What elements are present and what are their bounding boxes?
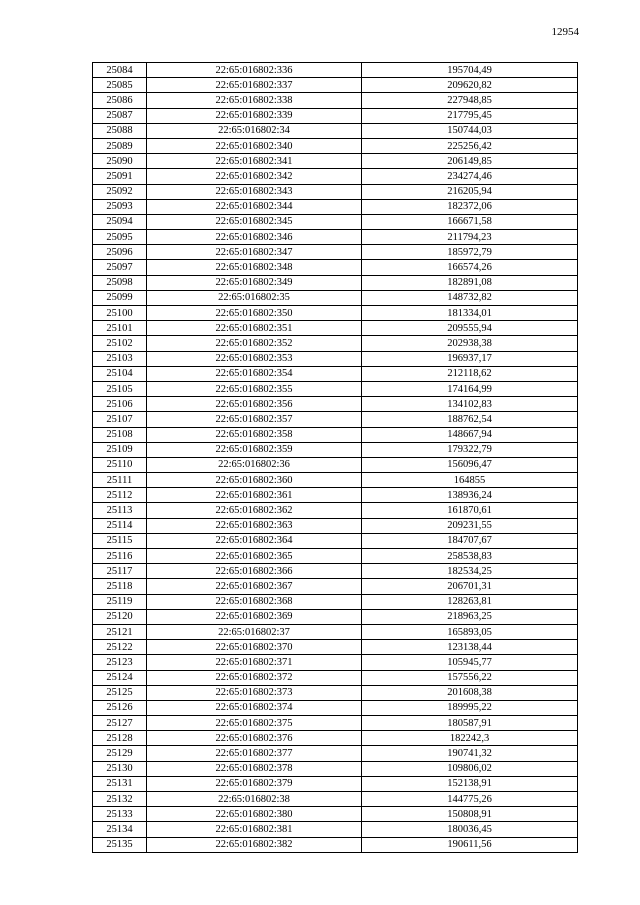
cadastral-value-cell: 144775,26 (362, 792, 578, 807)
cadastral-number-cell: 22:65:016802:350 (147, 306, 362, 321)
row-number-cell: 25111 (93, 473, 147, 488)
row-number-cell: 25112 (93, 488, 147, 503)
cadastral-value-cell: 123138,44 (362, 640, 578, 655)
cadastral-value-cell: 166574,26 (362, 260, 578, 275)
cadastral-value-cell: 182534,25 (362, 564, 578, 579)
cadastral-number-cell: 22:65:016802:37 (147, 624, 362, 639)
table-row (93, 336, 578, 351)
row-number-cell: 25092 (93, 184, 147, 199)
row-number-cell: 25114 (93, 518, 147, 533)
cadastral-number-cell: 22:65:016802:355 (147, 381, 362, 396)
row-number-cell: 25118 (93, 579, 147, 594)
row-number-cell: 25135 (93, 837, 147, 852)
table-row (93, 381, 578, 396)
cadastral-value-cell: 148732,82 (362, 290, 578, 305)
cadastral-value-cell: 128263,81 (362, 594, 578, 609)
cadastral-number-cell: 22:65:016802:362 (147, 503, 362, 518)
cadastral-value-cell: 180036,45 (362, 822, 578, 837)
table-row (93, 154, 578, 169)
row-number-cell: 25130 (93, 761, 147, 776)
table-row (93, 473, 578, 488)
row-number-cell: 25121 (93, 624, 147, 639)
row-number-cell: 25106 (93, 397, 147, 412)
table-row (93, 609, 578, 624)
cadastral-value-cell: 209231,55 (362, 518, 578, 533)
row-number-cell: 25107 (93, 412, 147, 427)
cadastral-number-cell: 22:65:016802:363 (147, 518, 362, 533)
cadastral-value-cell: 206701,31 (362, 579, 578, 594)
cadastral-number-cell: 22:65:016802:353 (147, 351, 362, 366)
table-row (93, 138, 578, 153)
cadastral-value-cell: 157556,22 (362, 670, 578, 685)
table-row (93, 275, 578, 290)
table-row (93, 822, 578, 837)
table-row (93, 685, 578, 700)
cadastral-number-cell: 22:65:016802:349 (147, 275, 362, 290)
cadastral-value-cell: 209555,94 (362, 321, 578, 336)
row-number-cell: 25120 (93, 609, 147, 624)
cadastral-value-cell: 150808,91 (362, 807, 578, 822)
cadastral-value-cell: 227948,85 (362, 93, 578, 108)
table-row (93, 776, 578, 791)
cadastral-number-cell: 22:65:016802:370 (147, 640, 362, 655)
cadastral-value-cell: 218963,25 (362, 609, 578, 624)
cadastral-value-cell: 109806,02 (362, 761, 578, 776)
table-row (93, 837, 578, 852)
row-number-cell: 25105 (93, 381, 147, 396)
cadastral-value-cell: 134102,83 (362, 397, 578, 412)
table-row (93, 199, 578, 214)
row-number-cell: 25128 (93, 731, 147, 746)
table-row (93, 169, 578, 184)
cadastral-number-cell: 22:65:016802:376 (147, 731, 362, 746)
cadastral-value-cell: 196937,17 (362, 351, 578, 366)
cadastral-number-cell: 22:65:016802:365 (147, 549, 362, 564)
row-number-cell: 25119 (93, 594, 147, 609)
table-row (93, 442, 578, 457)
cadastral-value-cell: 152138,91 (362, 776, 578, 791)
row-number-cell: 25094 (93, 214, 147, 229)
cadastral-number-cell: 22:65:016802:378 (147, 761, 362, 776)
cadastral-number-cell: 22:65:016802:357 (147, 412, 362, 427)
cadastral-number-cell: 22:65:016802:369 (147, 609, 362, 624)
row-number-cell: 25099 (93, 290, 147, 305)
row-number-cell: 25124 (93, 670, 147, 685)
cadastral-number-cell: 22:65:016802:343 (147, 184, 362, 199)
table-row (93, 93, 578, 108)
cadastral-number-cell: 22:65:016802:346 (147, 230, 362, 245)
cadastral-value-cell: 211794,23 (362, 230, 578, 245)
row-number-cell: 25090 (93, 154, 147, 169)
cadastral-value-cell: 185972,79 (362, 245, 578, 260)
table-row (93, 761, 578, 776)
cadastral-number-cell: 22:65:016802:371 (147, 655, 362, 670)
cadastral-number-cell: 22:65:016802:352 (147, 336, 362, 351)
cadastral-number-cell: 22:65:016802:373 (147, 685, 362, 700)
table-row (93, 108, 578, 123)
cadastral-value-cell: 225256,42 (362, 138, 578, 153)
table-row (93, 746, 578, 761)
cadastral-number-cell: 22:65:016802:375 (147, 716, 362, 731)
table-row (93, 503, 578, 518)
cadastral-number-cell: 22:65:016802:341 (147, 154, 362, 169)
cadastral-number-cell: 22:65:016802:36 (147, 457, 362, 472)
row-number-cell: 25104 (93, 366, 147, 381)
row-number-cell: 25116 (93, 549, 147, 564)
cadastral-value-cell: 180587,91 (362, 716, 578, 731)
cadastral-number-cell: 22:65:016802:338 (147, 93, 362, 108)
cadastral-number-cell: 22:65:016802:340 (147, 138, 362, 153)
table-row (93, 184, 578, 199)
table-row (93, 700, 578, 715)
cadastral-value-cell: 105945,77 (362, 655, 578, 670)
row-number-cell: 25088 (93, 123, 147, 138)
cadastral-value-cell: 190741,32 (362, 746, 578, 761)
cadastral-value-cell: 258538,83 (362, 549, 578, 564)
cadastral-value-table (92, 62, 578, 853)
table-row (93, 457, 578, 472)
cadastral-value-cell: 150744,03 (362, 123, 578, 138)
cadastral-number-cell: 22:65:016802:336 (147, 63, 362, 78)
table-row (93, 412, 578, 427)
cadastral-value-cell: 174164,99 (362, 381, 578, 396)
row-number-cell: 25100 (93, 306, 147, 321)
table-row (93, 123, 578, 138)
cadastral-value-cell: 182242,3 (362, 731, 578, 746)
cadastral-value-cell: 166671,58 (362, 214, 578, 229)
table-row (93, 670, 578, 685)
table-row (93, 427, 578, 442)
cadastral-value-cell: 206149,85 (362, 154, 578, 169)
row-number-cell: 25097 (93, 260, 147, 275)
cadastral-number-cell: 22:65:016802:344 (147, 199, 362, 214)
cadastral-number-cell: 22:65:016802:366 (147, 564, 362, 579)
table-row (93, 549, 578, 564)
table-row (93, 564, 578, 579)
cadastral-value-cell: 182891,08 (362, 275, 578, 290)
table-row (93, 807, 578, 822)
cadastral-value-cell: 217795,45 (362, 108, 578, 123)
cadastral-number-cell: 22:65:016802:342 (147, 169, 362, 184)
cadastral-number-cell: 22:65:016802:361 (147, 488, 362, 503)
cadastral-value-cell: 138936,24 (362, 488, 578, 503)
cadastral-number-cell: 22:65:016802:379 (147, 776, 362, 791)
cadastral-number-cell: 22:65:016802:38 (147, 792, 362, 807)
table-row (93, 351, 578, 366)
table-row (93, 260, 578, 275)
table-row (93, 290, 578, 305)
row-number-cell: 25103 (93, 351, 147, 366)
row-number-cell: 25113 (93, 503, 147, 518)
table-row (93, 63, 578, 78)
cadastral-number-cell: 22:65:016802:35 (147, 290, 362, 305)
table-body (93, 63, 578, 853)
row-number-cell: 25122 (93, 640, 147, 655)
table-row (93, 306, 578, 321)
row-number-cell: 25108 (93, 427, 147, 442)
table-row (93, 792, 578, 807)
cadastral-value-cell: 212118,62 (362, 366, 578, 381)
cadastral-value-cell: 161870,61 (362, 503, 578, 518)
cadastral-number-cell: 22:65:016802:377 (147, 746, 362, 761)
row-number-cell: 25125 (93, 685, 147, 700)
cadastral-number-cell: 22:65:016802:360 (147, 473, 362, 488)
row-number-cell: 25132 (93, 792, 147, 807)
cadastral-value-cell: 195704,49 (362, 63, 578, 78)
cadastral-value-cell: 179322,79 (362, 442, 578, 457)
cadastral-number-cell: 22:65:016802:337 (147, 78, 362, 93)
cadastral-number-cell: 22:65:016802:368 (147, 594, 362, 609)
row-number-cell: 25089 (93, 138, 147, 153)
cadastral-number-cell: 22:65:016802:364 (147, 533, 362, 548)
table-row (93, 488, 578, 503)
table-row (93, 321, 578, 336)
cadastral-number-cell: 22:65:016802:367 (147, 579, 362, 594)
cadastral-value-cell: 216205,94 (362, 184, 578, 199)
table-row (93, 397, 578, 412)
row-number-cell: 25102 (93, 336, 147, 351)
cadastral-number-cell: 22:65:016802:356 (147, 397, 362, 412)
table-row (93, 245, 578, 260)
cadastral-value-cell: 190611,56 (362, 837, 578, 852)
row-number-cell: 25101 (93, 321, 147, 336)
row-number-cell: 25109 (93, 442, 147, 457)
row-number-cell: 25115 (93, 533, 147, 548)
row-number-cell: 25129 (93, 746, 147, 761)
row-number-cell: 25086 (93, 93, 147, 108)
row-number-cell: 25117 (93, 564, 147, 579)
row-number-cell: 25126 (93, 700, 147, 715)
cadastral-number-cell: 22:65:016802:372 (147, 670, 362, 685)
row-number-cell: 25085 (93, 78, 147, 93)
cadastral-number-cell: 22:65:016802:358 (147, 427, 362, 442)
page-number: 12954 (551, 26, 579, 38)
row-number-cell: 25093 (93, 199, 147, 214)
table-row (93, 78, 578, 93)
row-number-cell: 25134 (93, 822, 147, 837)
cadastral-value-cell: 202938,38 (362, 336, 578, 351)
table-row (93, 579, 578, 594)
table-row (93, 731, 578, 746)
row-number-cell: 25110 (93, 457, 147, 472)
cadastral-number-cell: 22:65:016802:347 (147, 245, 362, 260)
cadastral-value-cell: 156096,47 (362, 457, 578, 472)
table-row (93, 655, 578, 670)
cadastral-number-cell: 22:65:016802:374 (147, 700, 362, 715)
table-row (93, 640, 578, 655)
cadastral-value-cell: 209620,82 (362, 78, 578, 93)
cadastral-value-cell: 164855 (362, 473, 578, 488)
cadastral-value-cell: 234274,46 (362, 169, 578, 184)
cadastral-number-cell: 22:65:016802:380 (147, 807, 362, 822)
cadastral-number-cell: 22:65:016802:382 (147, 837, 362, 852)
row-number-cell: 25133 (93, 807, 147, 822)
table-row (93, 624, 578, 639)
cadastral-value-cell: 165893,05 (362, 624, 578, 639)
cadastral-number-cell: 22:65:016802:34 (147, 123, 362, 138)
table-row (93, 518, 578, 533)
cadastral-value-cell: 148667,94 (362, 427, 578, 442)
row-number-cell: 25127 (93, 716, 147, 731)
cadastral-number-cell: 22:65:016802:348 (147, 260, 362, 275)
row-number-cell: 25096 (93, 245, 147, 260)
table-row (93, 230, 578, 245)
cadastral-value-cell: 181334,01 (362, 306, 578, 321)
cadastral-number-cell: 22:65:016802:359 (147, 442, 362, 457)
cadastral-value-cell: 201608,38 (362, 685, 578, 700)
row-number-cell: 25084 (93, 63, 147, 78)
cadastral-number-cell: 22:65:016802:381 (147, 822, 362, 837)
cadastral-number-cell: 22:65:016802:345 (147, 214, 362, 229)
cadastral-value-cell: 184707,67 (362, 533, 578, 548)
row-number-cell: 25091 (93, 169, 147, 184)
table-row (93, 716, 578, 731)
cadastral-number-cell: 22:65:016802:351 (147, 321, 362, 336)
row-number-cell: 25098 (93, 275, 147, 290)
row-number-cell: 25087 (93, 108, 147, 123)
cadastral-number-cell: 22:65:016802:354 (147, 366, 362, 381)
table-row (93, 594, 578, 609)
cadastral-value-cell: 182372,06 (362, 199, 578, 214)
row-number-cell: 25131 (93, 776, 147, 791)
cadastral-value-cell: 188762,54 (362, 412, 578, 427)
table-row (93, 366, 578, 381)
row-number-cell: 25123 (93, 655, 147, 670)
table-row (93, 214, 578, 229)
cadastral-number-cell: 22:65:016802:339 (147, 108, 362, 123)
row-number-cell: 25095 (93, 230, 147, 245)
table-row (93, 533, 578, 548)
cadastral-value-cell: 189995,22 (362, 700, 578, 715)
